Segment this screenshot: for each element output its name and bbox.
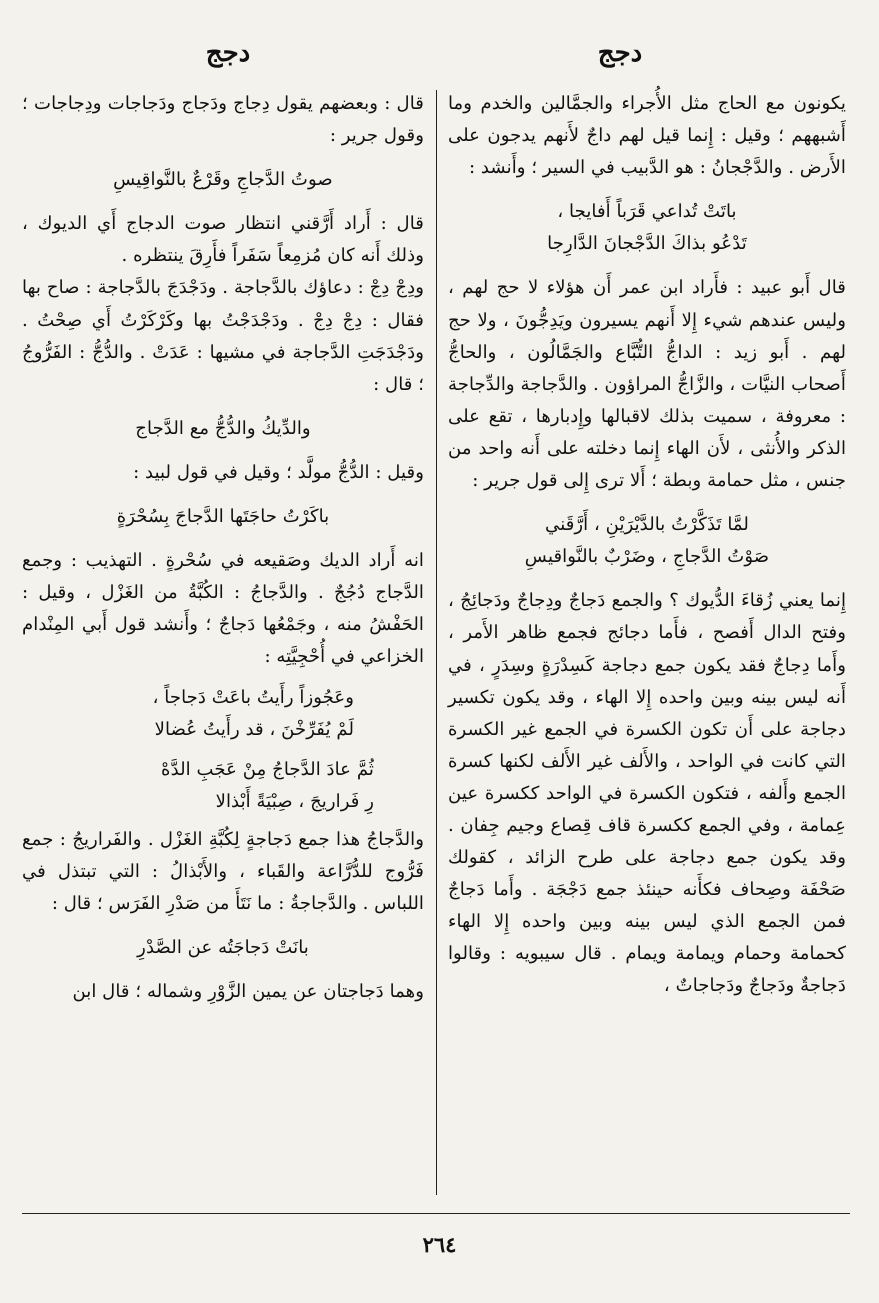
column-divider <box>436 90 437 1195</box>
right-verse-1-line-2: تَدْعُو بذاكَ الدَّجْجانَ الدَّارِجا <box>547 233 747 255</box>
left-verse-3: باكَرْتُ حاجَتَها الدَّجاجَ بِسُحْرَةٍ <box>116 506 330 528</box>
right-paragraph-2: قال أَبو عبيد : فأَراد ابن عمر أَن هؤلاء لا حج لهم ، وليس عندهم شيء إِلا أَنهم يسيرون ويَدِجُّونَ ، ولا حج لهم . أَبو زيد : الداجُّ التُّبَّاع والجَمَّالُون ، والحاجُّ أَصحاب النيَّات ، والزَّاجُّ المراؤون . والدَّجاجة والدِّجاجة : معروفة ، سميت بذلك لاقبالها وإِدبارها ، تقع على الذكر والأُنثى ، لأَن الهاء إِنما دخلته على أَنه واحد من جنس ، مثل حمامة وبطة ؛ أَلا ترى إِلى قول جرير : <box>448 277 846 492</box>
left-paragraph-6: والدَّجاجُ هذا جمع دَجاجةٍ لِكُبَّةِ الغَزْل . والفَراريجُ : جمع فَرُّوج للدُّرَّاعة والقَباء ، والأَبْذالُ : التي تبتذل في اللباس . والدَّجاجةُ : ما نَتَأَ من صَدْرِ الفَرَس ؛ قال : <box>22 828 424 915</box>
left-paragraph-3: ودِجْ دِجْ : دعاؤك بالدَّجاجة . ودَجْدَجَ بالدَّجاجة : صاح بها فقال : دِجْ دِجْ . ودَجْدَجْتُ بها وكَرْكَرْتُ أَي صِحْتُ . ودَجْدَجَتِ الدَّجاجة في مشيها : عَدَتْ . والدُّجُّ : الفَرُّوجُ ؛ قال : <box>22 277 424 395</box>
left-verse-4-line-4: رِ فَراريجَ ، صِبْيَةً أَبْذالا <box>215 790 374 812</box>
right-paragraph-3: إِنما يعني زُقاءَ الدُّيوك ؟ والجمع دَجاجٌ ودِجاجٌ ودَجائِجُ ، وفتح الدال أَفصح ، فأَما دجائج فجمع ظاهر الأَمر ، وأَما دِجاجٌ فقد يكون جمع دجاجة كَسِدْرَةٍ وسِدَرٍ ، في أَنه ليس بينه وبين واحده إِلا الهاء ، وقد يكون تكسير دجاجة على أَن تكون الكسرة في الجمع غير الكسرة التي كانت في الواحد ، والأَلف غير الأَلف لكنها كسرة الجمع وأَلفه ، فتكون الكسرة في الواحد ككسرة عين عِمامة ، وفي الجمع ككسرة قاف قِصاع وجيم جِفان . وقد يكون جمع دجاجة على طرح الزائد ، كقولك صَحْفَة وصِحاف فكأَنه حينئذ جمع دَجْجَة . وأَما دَجاجٌ فمن الجمع الذي ليس بينه وبين واحده إِلا الهاء كحمامة وحمام ويمامة ويمام . قال سيبويه : وقالوا دَجاجةٌ ودَجاجٌ ودَجاجاتٌ ، <box>448 590 846 997</box>
right-verse-2-line-1: لمَّا تَذَكَّرْتُ بالدَّيْرَيْنِ ، أَرَّقَني <box>545 514 749 536</box>
running-header-left: دجج <box>205 38 251 68</box>
left-paragraph-1: قال : وبعضهم يقول دِجاج ودَجاج ودَجاجات ودِجاجات ؛ وقول جرير : <box>22 93 424 147</box>
left-verse-4-line-1: وعَجُوزاً رأَيتُ باعَتْ دَجاجاً ، <box>152 686 354 708</box>
left-paragraph-2: قال : أَراد أَرَّقني انتظار صوت الدجاج أَي الديوك ، وذلك أَنه كان مُزمِعاً سَفَراً فأَرِقَ ينتظره . <box>22 213 424 267</box>
right-column <box>448 88 846 1003</box>
left-verse-5: بانَتْ دَجاجَتُه عن الصَّدْرِ <box>137 937 309 959</box>
left-paragraph-4: وقيل : الدُّجُّ مولَّد ؛ وقيل في قول لبيد : <box>133 461 424 483</box>
right-verse-1-line-1: باتَتْ تُداعي قَرَباً أَفايجا ، <box>557 201 737 223</box>
footer-rule <box>22 1213 850 1214</box>
left-verse-4b <box>22 754 424 818</box>
right-verse-2 <box>448 509 846 573</box>
left-verse-4a <box>22 682 424 746</box>
left-column <box>22 88 424 1008</box>
left-paragraph-5: انه أَراد الديك وصَقيعه في سُحْرةٍ . التهذيب : وجمع الدَّجاج دُجُجٌ . والدَّجاجُ : الكُبَّةُ من الغَزْل ، وقيل : الحَفْشُ منه ، وجَمْعُها دَجاجٌ ؛ وأَنشد قول أَبي المِنْدام الخزاعي في أُحْجِيَّتِه : <box>22 550 424 668</box>
right-paragraph-1: يكونون مع الحاج مثل الأُجراء والجمَّالين والخدم وما أَشبههم ؛ وقيل : إِنما قيل لهم داجٌ لأَنهم يدجون على الأَرض . والدَّجْجانُ : هو الدَّبيب في السير ؛ وأَنشد : <box>448 93 846 179</box>
left-verse-1: صوتُ الدَّجاجِ وقَرْعٌ بالنَّواقِيسِ <box>113 169 333 191</box>
right-verse-2-line-2: صَوْتُ الدَّجاجِ ، وضَرْبٌ بالنَّواقيسِ <box>524 546 770 568</box>
left-verse-2: والدِّيكُ والدُّجُّ مع الدَّجاج <box>135 417 311 439</box>
page-number: ٢٦٤ <box>422 1232 457 1257</box>
right-verse-1 <box>448 196 846 260</box>
left-paragraph-7: وهما دَجاجتان عن يمين الزَّوْرِ وشماله ؛ قال ابن <box>72 981 424 1003</box>
running-header-right: دجج <box>597 38 643 68</box>
left-verse-4-line-2: لَمْ يُفَرِّخْنَ ، قد رأَيتُ عُضالا <box>154 718 354 740</box>
left-verse-4-line-3: ثُمَّ عادَ الدَّجاجُ مِنْ عَجَبِ الدَّهْ <box>161 758 374 780</box>
